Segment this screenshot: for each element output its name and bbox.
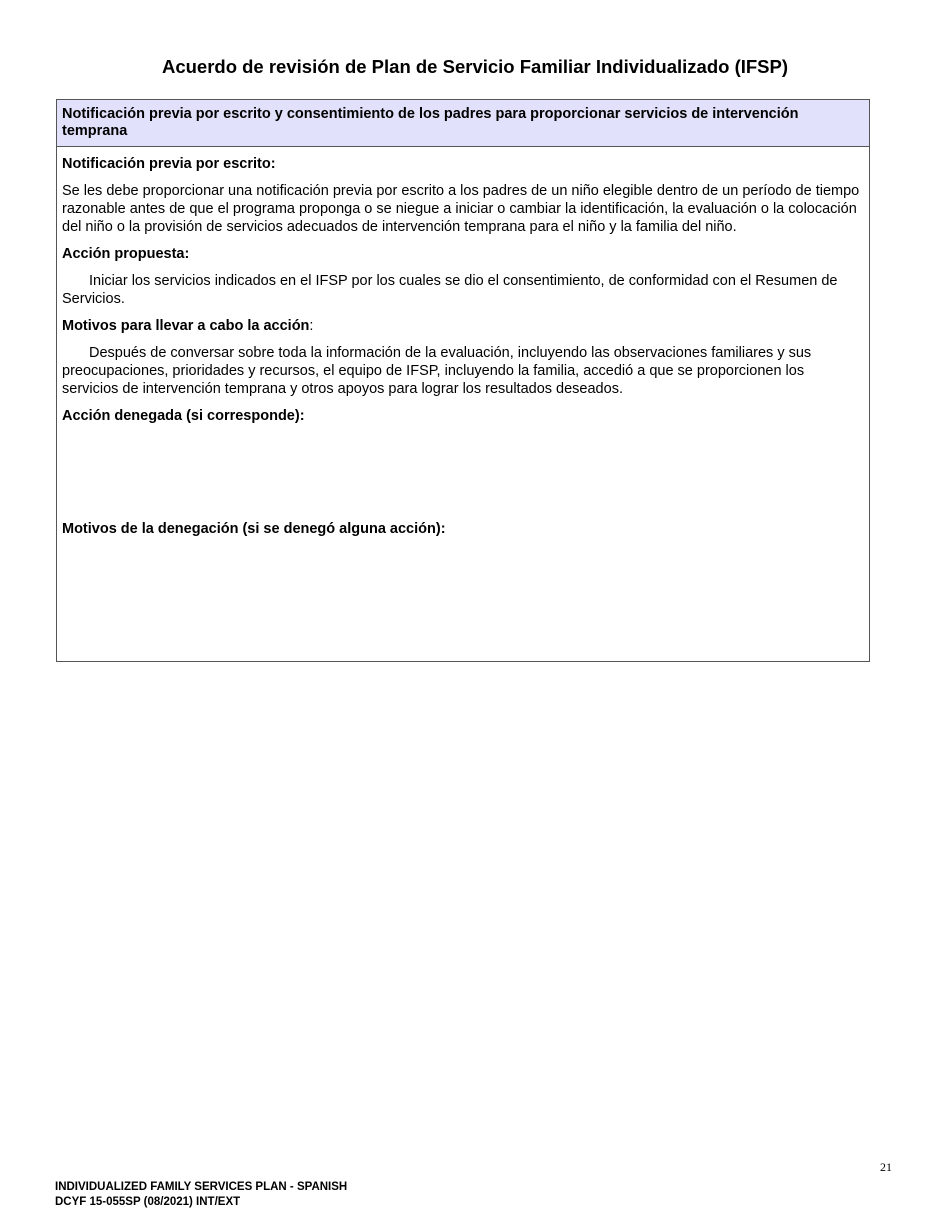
page-number: 21 <box>880 1160 892 1174</box>
proposed-action-text[interactable]: Iniciar los servicios indicados en el IFSP por los cuales se dio el consentimiento, de conformidad con el Resumen de Servicios. <box>62 273 838 307</box>
denial-reasons-label: Motivos de la denegación (si se denegó alguna acción): <box>62 521 446 537</box>
proposed-action-label: Acción propuesta: <box>62 246 190 262</box>
page-title: Acuerdo de revisión de Plan de Servicio Familiar Individualizado (IFSP) <box>161 56 789 77</box>
prior-notice-label: Notificación previa por escrito: <box>62 156 276 172</box>
notice-form-box <box>56 99 870 662</box>
footer-line-1: INDIVIDUALIZED FAMILY SERVICES PLAN - SPANISH <box>55 1181 348 1193</box>
reasons-text[interactable]: Después de conversar sobre toda la información de la evaluación, incluyendo las observaciones familiares y sus preocupaciones, prioridades y recursos, el equipo de IFSP, incluyendo la familia, accedió a que se proporcionen los servicios de intervención temprana y otros apoyos para lograr los resultados deseados. <box>62 345 812 397</box>
reasons-label: Motivos para llevar a cabo la acción <box>62 318 310 334</box>
prior-notice-text: Se les debe proporcionar una notificación previa por escrito a los padres de un niño elegible dentro de un período de tiempo razonable antes de que el programa proponga o se niegue a iniciar o cambiar la identificación, la evaluación o la colocación del niño o la provisión de servicios adecuados de intervención temprana para el niño y la familia del niño. <box>62 183 860 235</box>
reasons-label-line <box>62 317 864 335</box>
denial-reasons-field[interactable] <box>62 547 864 642</box>
denied-action-label: Acción denegada (si corresponde): <box>62 408 305 424</box>
denied-action-field[interactable] <box>62 434 864 520</box>
reasons-colon: : <box>309 318 314 334</box>
footer-line-2: DCYF 15-055SP (08/2021) INT/EXT <box>55 1196 241 1208</box>
section-header: Notificación previa por escrito y consentimiento de los padres para proporcionar servicios de intervención temprana <box>57 100 869 147</box>
footer <box>55 1180 347 1210</box>
section-body <box>57 147 869 642</box>
